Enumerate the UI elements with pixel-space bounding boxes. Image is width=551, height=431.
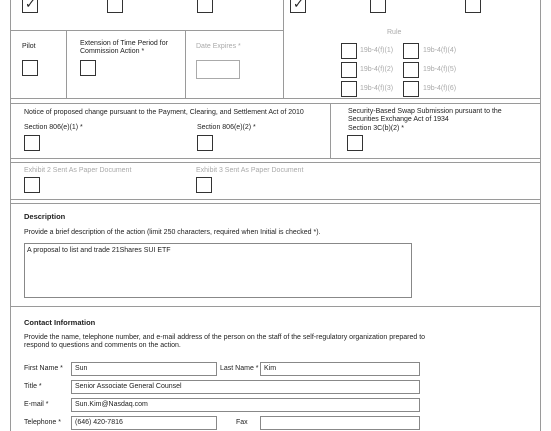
exhibit2-label: Exhibit 2 Sent As Paper Document xyxy=(24,167,132,174)
notice-row-top xyxy=(10,103,541,104)
extension-label: Extension of Time Period for Commission Action * xyxy=(80,40,168,55)
section-3c-checkbox[interactable] xyxy=(347,135,363,151)
top-row-bottom xyxy=(10,30,284,31)
description-top xyxy=(10,203,541,204)
extension-checkbox[interactable] xyxy=(80,60,96,76)
frame-right xyxy=(540,0,541,431)
last-name-input[interactable]: Kim xyxy=(260,362,420,376)
section-806e2-label: Section 806(e)(2) * xyxy=(197,124,256,131)
swap-title: Security-Based Swap Submission pursuant to the Securities Exchange Act of 1934 xyxy=(348,108,502,123)
rule-checkbox-f3[interactable] xyxy=(341,81,357,97)
top-checkbox-1[interactable] xyxy=(22,0,38,13)
section-806e1-checkbox[interactable] xyxy=(24,135,40,151)
rule-label-f4: 19b-4(f)(4) xyxy=(423,47,457,54)
fax-input[interactable] xyxy=(260,416,420,430)
notice-title: Notice of proposed change pursuant to the Payment, Clearing, and Settlement Act of 2010 xyxy=(24,109,304,116)
rule-label-f6: 19b-4(f)(6) xyxy=(423,85,457,92)
notice-row-bottom xyxy=(10,158,541,159)
row2-bottom xyxy=(10,98,541,99)
exhibit-row-bottom xyxy=(10,199,541,200)
email-input[interactable]: Sun.Kim@Nasdaq.com xyxy=(71,398,420,412)
rule-checkbox-f6[interactable] xyxy=(403,81,419,97)
exhibit3-checkbox[interactable] xyxy=(196,177,212,193)
date-expires-label: Date Expires * xyxy=(196,43,241,50)
rule-title: Rule xyxy=(387,29,402,36)
rule-label-f3: 19b-4(f)(3) xyxy=(360,85,394,92)
description-bottom xyxy=(10,306,541,307)
exhibit-row-top xyxy=(10,162,541,163)
pilot-label: Pilot xyxy=(22,43,36,50)
rule-label-f2: 19b-4(f)(2) xyxy=(360,66,394,73)
email-label: E-mail * xyxy=(24,401,49,408)
description-textarea[interactable]: A proposal to list and trade 21Shares SUI ETF xyxy=(24,243,412,298)
pilot-divider xyxy=(66,30,67,98)
title-input[interactable]: Senior Associate General Counsel xyxy=(71,380,420,394)
contact-heading: Contact Information xyxy=(24,318,96,327)
rule-checkbox-f4[interactable] xyxy=(403,43,419,59)
top-checkbox-6[interactable] xyxy=(465,0,481,13)
top-checkbox-2[interactable] xyxy=(107,0,123,13)
date-expires-input[interactable] xyxy=(196,60,240,79)
rule-label-f1: 19b-4(f)(1) xyxy=(360,47,394,54)
top-checkbox-4[interactable] xyxy=(290,0,306,13)
rule-checkbox-f2[interactable] xyxy=(341,62,357,78)
description-heading: Description xyxy=(24,212,66,221)
top-checkbox-5[interactable] xyxy=(370,0,386,13)
telephone-label: Telephone * xyxy=(24,419,61,426)
ext-divider xyxy=(185,30,186,98)
rule-label-f5: 19b-4(f)(5) xyxy=(423,66,457,73)
top-checkbox-3[interactable] xyxy=(197,0,213,13)
frame-left xyxy=(10,0,11,431)
section-806e1-label: Section 806(e)(1) * xyxy=(24,124,83,131)
top-divider-mid xyxy=(283,0,284,30)
last-name-label: Last Name * xyxy=(220,365,259,372)
pilot-checkbox[interactable] xyxy=(22,60,38,76)
section-3c-label: Section 3C(b)(2) * xyxy=(348,125,405,132)
rule-checkbox-f1[interactable] xyxy=(341,43,357,59)
title-label: Title * xyxy=(24,383,42,390)
description-instruction: Provide a brief description of the action (limit 250 characters, required when Initial is checked *). xyxy=(24,229,321,236)
exhibit3-label: Exhibit 3 Sent As Paper Document xyxy=(196,167,304,174)
date-divider xyxy=(283,30,284,98)
first-name-label: First Name * xyxy=(24,365,63,372)
rule-checkbox-f5[interactable] xyxy=(403,62,419,78)
exhibit2-checkbox[interactable] xyxy=(24,177,40,193)
section-806e2-checkbox[interactable] xyxy=(197,135,213,151)
fax-label: Fax xyxy=(236,419,248,426)
notice-divider xyxy=(330,103,331,158)
telephone-input[interactable]: (646) 420-7816 xyxy=(71,416,217,430)
first-name-input[interactable]: Sun xyxy=(71,362,217,376)
contact-instruction: Provide the name, telephone number, and e-mail address of the person on the staff of the self-regulatory organization prepared to respond to questions and comments on the action. xyxy=(24,334,426,349)
